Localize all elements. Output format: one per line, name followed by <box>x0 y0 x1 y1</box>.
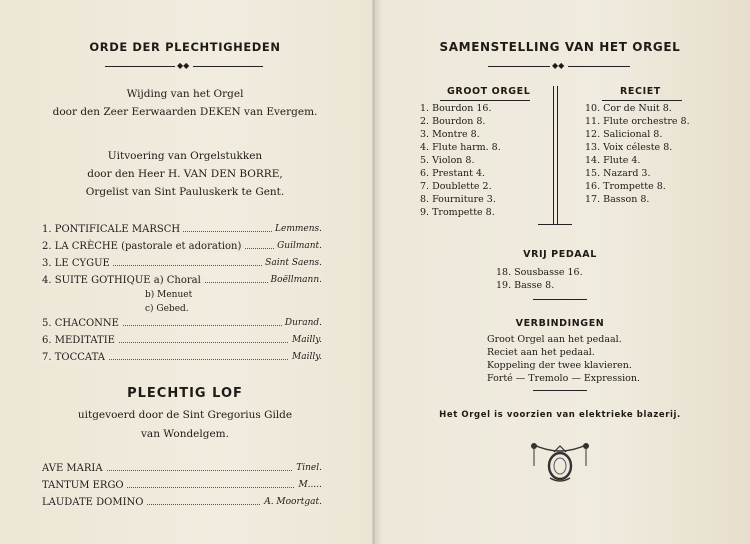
stop-item: 6. Prestant 4. <box>420 168 486 179</box>
program-title: 4. SUITE GOTHIQUE a) Choral <box>42 275 204 286</box>
groot-orgel-rule <box>440 100 530 101</box>
pedaal-heading: VRIJ PEDAAL <box>523 249 597 260</box>
reciet-heading: RECIET <box>620 86 661 97</box>
lof-item-composer: A. Moortgat. <box>261 497 322 507</box>
stop-item: 2. Bourdon 8. <box>420 116 486 127</box>
stop-item: 3. Montre 8. <box>420 129 480 140</box>
divider-line <box>557 86 558 224</box>
lof-item-title: AVE MARIA <box>42 463 106 474</box>
performance-line: Orgelist van Sint Pauluskerk te Gent. <box>85 186 285 198</box>
wreath-ornament-icon <box>528 440 592 486</box>
verbinding-line: Reciet aan het pedaal. <box>487 347 595 358</box>
groot-orgel-heading: GROOT ORGEL <box>447 86 531 97</box>
program-title: 3. LE CYGUE <box>42 258 113 269</box>
program-item <box>42 224 322 238</box>
verbindingen-rule <box>533 390 587 391</box>
stop-item: 8. Fourniture 3. <box>420 194 496 205</box>
program-title: 1. PONTIFICALE MARSCH <box>42 224 183 235</box>
center-fold <box>372 0 375 544</box>
stop-item: 19. Basse 8. <box>496 280 555 291</box>
program-title: 7. TOCCATA <box>42 352 108 363</box>
lof-line: uitgevoerd door de Sint Gregorius Gilde <box>77 409 293 421</box>
lof-item <box>42 480 322 494</box>
program-item <box>42 241 322 255</box>
program-composer: Mailly. <box>289 352 322 362</box>
program-title: 5. CHACONNE <box>42 318 122 329</box>
stop-item: 5. Violon 8. <box>420 155 475 166</box>
stop-item: 12. Salicional 8. <box>585 129 663 140</box>
rule-right-b <box>568 66 630 67</box>
lof-item <box>42 497 322 511</box>
program-item <box>42 275 322 289</box>
stop-item: 11. Flute orchestre 8. <box>585 116 690 127</box>
program-composer: Durand. <box>282 318 322 328</box>
verbinding-line: Forté — Tremolo — Expression. <box>487 373 641 384</box>
lof-item-title: LAUDATE DOMINO <box>42 497 146 508</box>
performance-block <box>40 147 330 201</box>
stop-item: 4. Flute harm. 8. <box>420 142 501 153</box>
lof-item <box>42 463 322 477</box>
program-title: 2. LA CRÈCHE (pastorale et adoration) <box>42 241 244 252</box>
performance-line: door den Heer H. VAN DEN BORRE, <box>87 168 283 180</box>
lof-item-composer: M..... <box>295 480 322 490</box>
ornament-diamond-icon: ◆◆ <box>177 61 190 70</box>
organ-title: SAMENSTELLING VAN HET ORGEL <box>439 40 681 54</box>
ornament-diamond-icon: ◆◆ <box>552 61 565 70</box>
program-title: 6. MEDITATIE <box>42 335 118 346</box>
stop-item: 16. Trompette 8. <box>585 181 666 192</box>
stop-item: 9. Trompette 8. <box>420 207 495 218</box>
rule-right-a <box>488 66 550 67</box>
verbinding-line: Groot Orgel aan het pedaal. <box>487 334 622 345</box>
electric-blower-note: Het Orgel is voorzien van elektrieke blazerij. <box>439 410 681 420</box>
divider-foot <box>538 224 572 225</box>
lof-block <box>40 406 330 444</box>
program-item <box>42 335 322 349</box>
program-composer: Mailly. <box>289 335 322 345</box>
suite-part: c) Gebed. <box>145 304 189 314</box>
program-item <box>42 258 322 272</box>
stop-item: 1. Bourdon 16. <box>420 103 492 114</box>
pedaal-rule <box>533 299 587 300</box>
stop-item: 10. Cor de Nuit 8. <box>585 103 672 114</box>
consecration-line: Wijding van het Orgel <box>126 88 244 100</box>
performance-line: Uitvoering van Orgelstukken <box>107 150 263 162</box>
program-item <box>42 318 322 332</box>
order-title: ORDE DER PLECHTIGHEDEN <box>89 40 281 54</box>
stop-item: 18. Sousbasse 16. <box>496 267 583 278</box>
stop-item: 13. Voix céleste 8. <box>585 142 673 153</box>
verbindingen-heading: VERBINDINGEN <box>515 318 605 329</box>
suite-part: b) Menuet <box>145 290 193 300</box>
program-composer: Saint Saens. <box>262 258 322 268</box>
lof-title: PLECHTIG LOF <box>127 386 243 401</box>
divider-line <box>553 86 554 224</box>
verbinding-line: Koppeling der twee klavieren. <box>487 360 632 371</box>
rule-left-a <box>105 66 175 67</box>
lof-item-title: TANTUM ERGO <box>42 480 127 491</box>
lof-line: van Wondelgem. <box>141 428 229 440</box>
stop-item: 14. Flute 4. <box>585 155 641 166</box>
program-composer: Guilmant. <box>274 241 322 251</box>
stop-item: 7. Doublette 2. <box>420 181 492 192</box>
consecration-block <box>40 85 330 121</box>
program-item <box>42 352 322 366</box>
stop-item: 17. Basson 8. <box>585 194 650 205</box>
lof-item-composer: Tinel. <box>293 463 322 473</box>
stop-item: 15. Nazard 3. <box>585 168 651 179</box>
rule-left-b <box>193 66 263 67</box>
program-composer: Boëllmann. <box>268 275 322 285</box>
consecration-line: door den Zeer Eerwaarden DEKEN van Evergem. <box>52 106 318 118</box>
reciet-rule <box>602 100 682 101</box>
program-composer: Lemmens. <box>272 224 322 234</box>
